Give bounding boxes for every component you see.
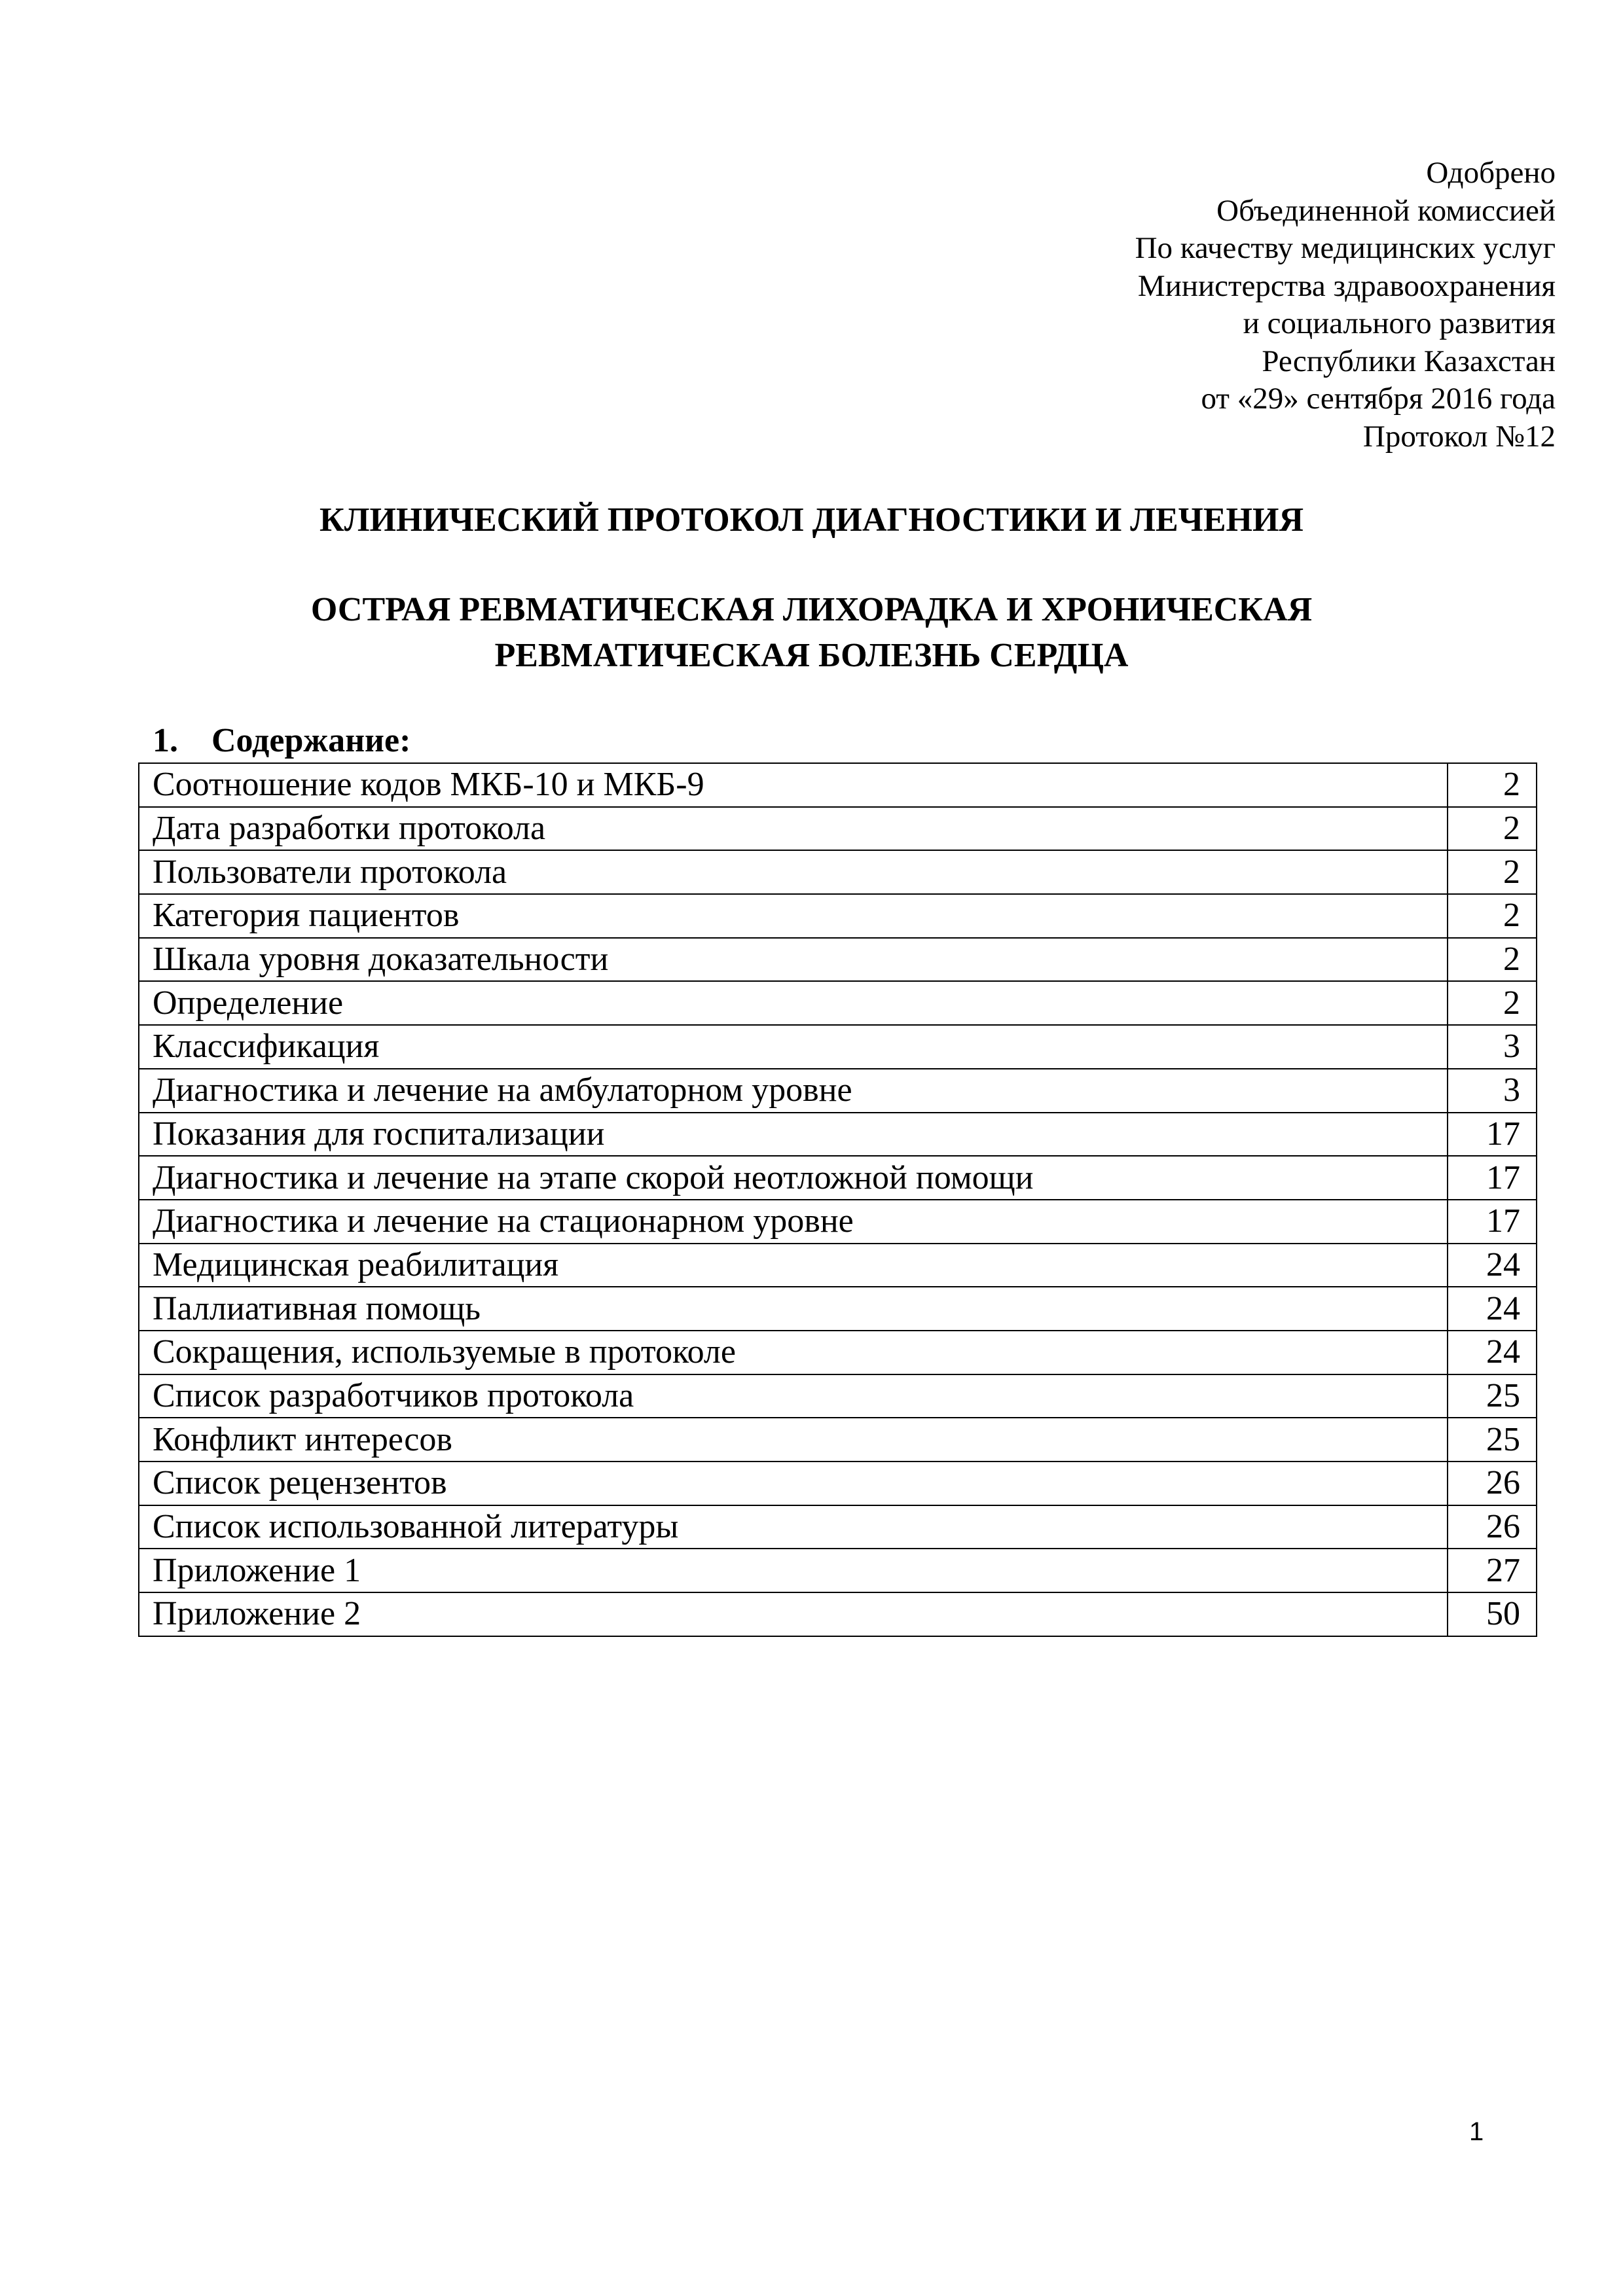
toc-entry-title: Определение bbox=[139, 981, 1448, 1025]
contents-heading-number: 1. bbox=[153, 722, 178, 759]
document-subtitle bbox=[0, 587, 1623, 679]
table-row bbox=[139, 1462, 1537, 1505]
toc-entry-title: Соотношение кодов МКБ-10 и МКБ-9 bbox=[139, 763, 1448, 807]
table-row bbox=[139, 1287, 1537, 1331]
toc-entry-title: Приложение 1 bbox=[139, 1549, 1448, 1592]
table-row bbox=[139, 1374, 1537, 1418]
table-row bbox=[139, 1592, 1537, 1636]
table-row bbox=[139, 1418, 1537, 1462]
toc-entry-title: Список разработчиков протокола bbox=[139, 1374, 1448, 1418]
page-number: 1 bbox=[1469, 2117, 1484, 2146]
approval-line: Протокол №12 bbox=[1362, 419, 1556, 454]
toc-entry-title: Диагностика и лечение на этапе скорой неотложной помощи bbox=[139, 1156, 1448, 1200]
toc-entry-page: 3 bbox=[1448, 1069, 1537, 1113]
toc-entry-page: 50 bbox=[1448, 1592, 1537, 1636]
toc-entry-title: Сокращения, используемые в протоколе bbox=[139, 1331, 1448, 1374]
approval-line: от «29» сентября 2016 года bbox=[1201, 382, 1556, 416]
table-row bbox=[139, 1200, 1537, 1244]
toc-entry-title: Паллиативная помощь bbox=[139, 1287, 1448, 1331]
subtitle-line: РЕВМАТИЧЕСКАЯ БОЛЕЗНЬ СЕРДЦА bbox=[494, 637, 1129, 674]
toc-entry-page: 17 bbox=[1448, 1156, 1537, 1200]
toc-entry-page: 26 bbox=[1448, 1505, 1537, 1549]
table-row bbox=[139, 807, 1537, 851]
table-row bbox=[139, 1025, 1537, 1069]
table-row bbox=[139, 1244, 1537, 1287]
toc-entry-page: 2 bbox=[1448, 850, 1537, 894]
toc-entry-title: Диагностика и лечение на стационарном уровне bbox=[139, 1200, 1448, 1244]
toc-entry-page: 2 bbox=[1448, 807, 1537, 851]
approval-line: Объединенной комиссией bbox=[1216, 193, 1556, 228]
table-row bbox=[139, 894, 1537, 938]
toc-entry-title: Конфликт интересов bbox=[139, 1418, 1448, 1462]
toc-entry-title: Показания для госпитализации bbox=[139, 1113, 1448, 1157]
toc-entry-page: 25 bbox=[1448, 1374, 1537, 1418]
table-row bbox=[139, 1156, 1537, 1200]
table-row bbox=[139, 1069, 1537, 1113]
contents-table bbox=[138, 762, 1537, 1637]
toc-entry-page: 24 bbox=[1448, 1331, 1537, 1374]
table-row bbox=[139, 1505, 1537, 1549]
toc-entry-page: 2 bbox=[1448, 981, 1537, 1025]
toc-entry-title: Медицинская реабилитация bbox=[139, 1244, 1448, 1287]
toc-entry-page: 26 bbox=[1448, 1462, 1537, 1505]
subtitle-line: ОСТРАЯ РЕВМАТИЧЕСКАЯ ЛИХОРАДКА И ХРОНИЧЕСКАЯ bbox=[310, 591, 1313, 628]
toc-entry-title: Список рецензентов bbox=[139, 1462, 1448, 1505]
toc-entry-title: Дата разработки протокола bbox=[139, 807, 1448, 851]
table-row bbox=[139, 981, 1537, 1025]
toc-entry-title: Шкала уровня доказательности bbox=[139, 938, 1448, 982]
toc-entry-page: 24 bbox=[1448, 1244, 1537, 1287]
approval-line: и социального развития bbox=[1243, 306, 1556, 340]
toc-entry-page: 3 bbox=[1448, 1025, 1537, 1069]
contents-heading bbox=[153, 718, 410, 764]
contents-heading-label: Содержание: bbox=[211, 722, 411, 759]
table-row bbox=[139, 763, 1537, 807]
toc-entry-page: 17 bbox=[1448, 1200, 1537, 1244]
toc-entry-page: 25 bbox=[1448, 1418, 1537, 1462]
approval-line: Министерства здравоохранения bbox=[1137, 268, 1556, 303]
table-row bbox=[139, 938, 1537, 982]
toc-entry-page: 2 bbox=[1448, 894, 1537, 938]
toc-entry-title: Классификация bbox=[139, 1025, 1448, 1069]
table-row bbox=[139, 1113, 1537, 1157]
document-title: КЛИНИЧЕСКИЙ ПРОТОКОЛ ДИАГНОСТИКИ И ЛЕЧЕНИЯ bbox=[319, 501, 1304, 539]
toc-entry-title: Категория пациентов bbox=[139, 894, 1448, 938]
toc-entry-page: 24 bbox=[1448, 1287, 1537, 1331]
toc-entry-title: Диагностика и лечение на амбулаторном уровне bbox=[139, 1069, 1448, 1113]
toc-entry-page: 2 bbox=[1448, 763, 1537, 807]
approval-line: Одобрено bbox=[1426, 156, 1556, 190]
approval-line: Республики Казахстан bbox=[1262, 344, 1556, 378]
toc-entry-title: Пользователи протокола bbox=[139, 850, 1448, 894]
approval-block bbox=[770, 154, 1556, 456]
table-row bbox=[139, 850, 1537, 894]
approval-line: По качеству медицинских услуг bbox=[1135, 231, 1556, 265]
toc-entry-title: Приложение 2 bbox=[139, 1592, 1448, 1636]
table-row bbox=[139, 1549, 1537, 1592]
toc-entry-page: 2 bbox=[1448, 938, 1537, 982]
toc-entry-title: Список использованной литературы bbox=[139, 1505, 1448, 1549]
toc-entry-page: 17 bbox=[1448, 1113, 1537, 1157]
table-row bbox=[139, 1331, 1537, 1374]
toc-entry-page: 27 bbox=[1448, 1549, 1537, 1592]
